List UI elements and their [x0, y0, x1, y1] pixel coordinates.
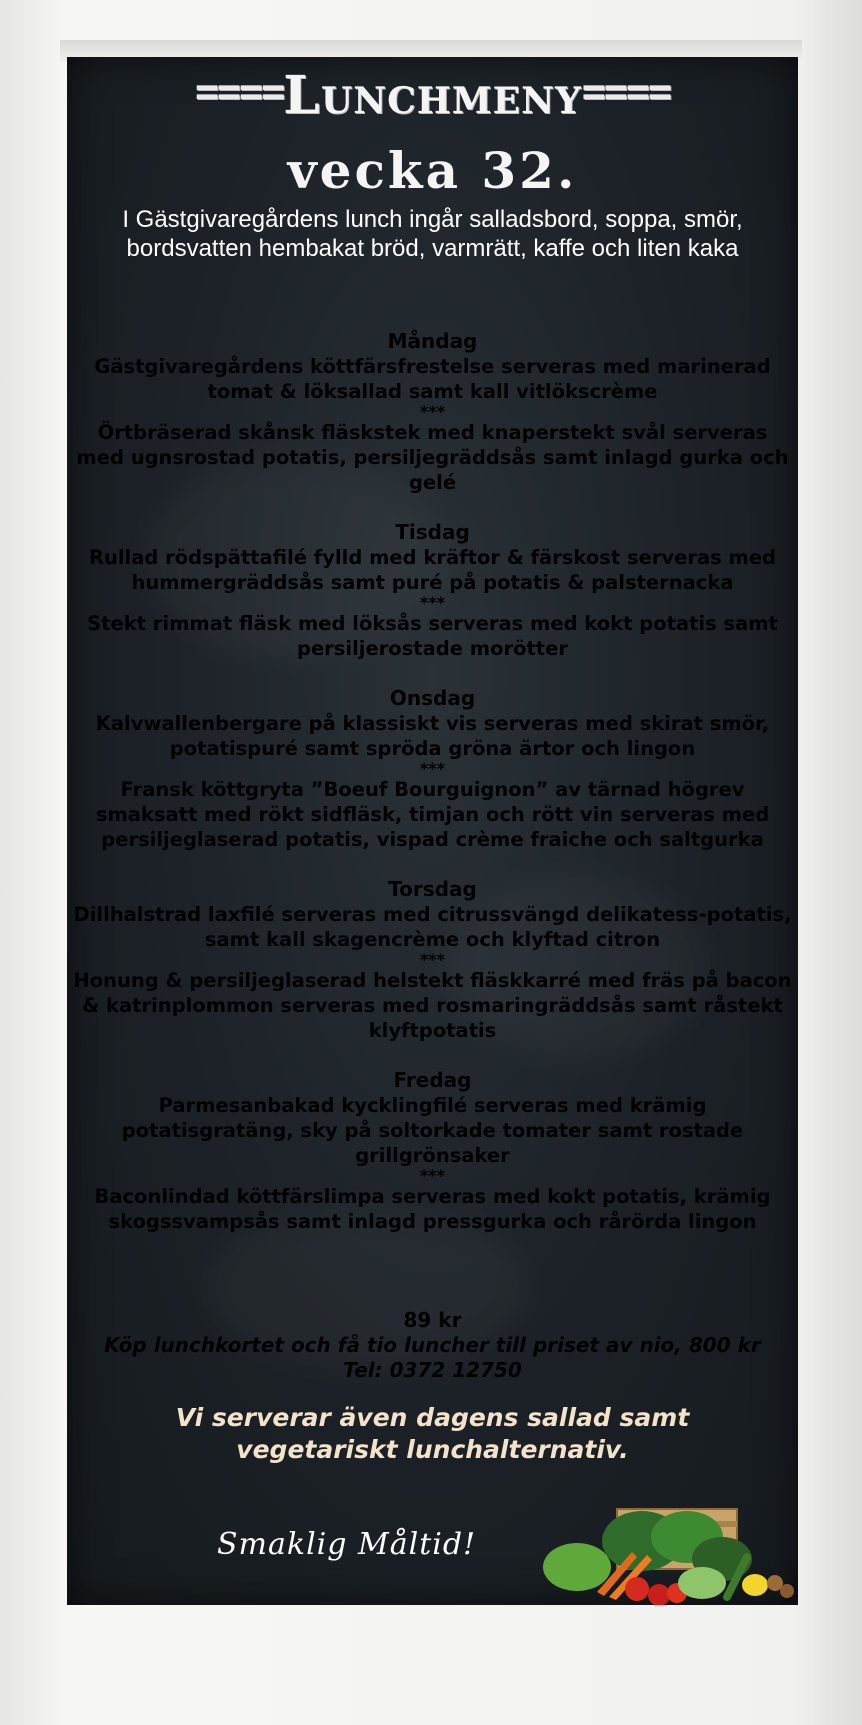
- dish-separator: ***: [419, 1166, 446, 1185]
- dish-option-2: Baconlindad köttfärslimpa serveras med kokt potatis, krämig skogssvampsås samt inlagd pressgurka och rårörda lingon: [94, 1185, 771, 1233]
- decorative-dashes: ====: [581, 69, 671, 115]
- dish-option-1: Kalvwallenbergare på klassiskt vis serveras med skirat smör, potatispuré samt spröda gröna ärtor och lingon: [95, 712, 770, 760]
- dish-separator: ***: [419, 402, 446, 421]
- dish-option-1: Dillhalstrad laxfilé serveras med citrussvängd delikatess-potatis, samt kall skagencrème och klyftad citron: [73, 903, 792, 951]
- day-name: Tisdag: [395, 520, 470, 544]
- day-name: Onsdag: [389, 686, 476, 710]
- vegetable-basket-icon: [537, 1497, 797, 1605]
- chalkboard: [67, 57, 798, 1605]
- dish-option-2: Stekt rimmat fläsk med löksås serveras med kokt potatis samt persiljerostade morötter: [87, 612, 778, 660]
- price: 89 kr: [403, 1308, 462, 1332]
- day-name: Torsdag: [388, 877, 477, 901]
- day-list: [67, 329, 798, 1259]
- dish-option-2: Honung & persiljeglaserad helstekt fläskkarré med fräs på bacon & katrinplommon serveras med rosmaringräddsås samt råstekt klyftpotatis: [73, 969, 792, 1042]
- day-name: Fredag: [393, 1068, 472, 1092]
- day-section: [67, 520, 798, 661]
- phone-number: Tel: 0372 12750: [343, 1358, 522, 1382]
- day-section: [67, 877, 798, 1043]
- vegetarian-note: Vi serverar även dagens sallad samt vegetariskt lunchalternativ.: [175, 1403, 690, 1464]
- dish-option-2: Fransk köttgryta ”Boeuf Bourguignon” av tärnad högrev smaksatt med rökt sidfläsk, timjan och rött vin serveras med persiljeglaserad potatis, vispad crème fraiche och saltgurka: [95, 778, 770, 851]
- signoff: Smaklig Måltid!: [217, 1527, 477, 1562]
- dish-option-1: Parmesanbakad kycklingfilé serveras med krämig potatisgratäng, sky på soltorkade tomater samt rostade grillgrönsaker: [121, 1094, 744, 1167]
- dish-separator: ***: [419, 759, 446, 778]
- decorative-dashes: ====: [194, 69, 284, 115]
- day-section: [67, 686, 798, 852]
- dish-option-1: Gästgivaregårdens köttfärsfrestelse serveras med marinerad tomat & löksallad samt kall vitlökscrème: [94, 355, 771, 403]
- menu-title-text: Lunchmeny: [283, 65, 582, 126]
- dish-option-1: Rullad rödspättafilé fylld med kräftor & färskost serveras med hummergräddsås samt puré på potatis & palsternacka: [88, 546, 777, 594]
- dish-option-2: Örtbräserad skånsk fläskstek med knaperstekt svål serveras med ugnsrostad potatis, persiljegräddsås samt inlagd gurka och gelé: [76, 421, 789, 494]
- menu-title: [67, 65, 798, 126]
- intro-text: I Gästgivaregårdens lunch ingår salladsbord, soppa, smör, bordsvatten hembakat bröd, varmrätt, kaffe och liten kaka: [122, 206, 743, 262]
- day-section: [67, 329, 798, 495]
- dish-separator: ***: [419, 593, 446, 612]
- day-name: Måndag: [387, 329, 478, 353]
- week-label: vecka 32.: [287, 141, 578, 200]
- dish-separator: ***: [419, 950, 446, 969]
- lunch-card-offer: Köp lunchkortet och få tio luncher till priset av nio, 800 kr: [104, 1333, 761, 1357]
- day-section: [67, 1068, 798, 1234]
- price-block: [67, 1308, 798, 1383]
